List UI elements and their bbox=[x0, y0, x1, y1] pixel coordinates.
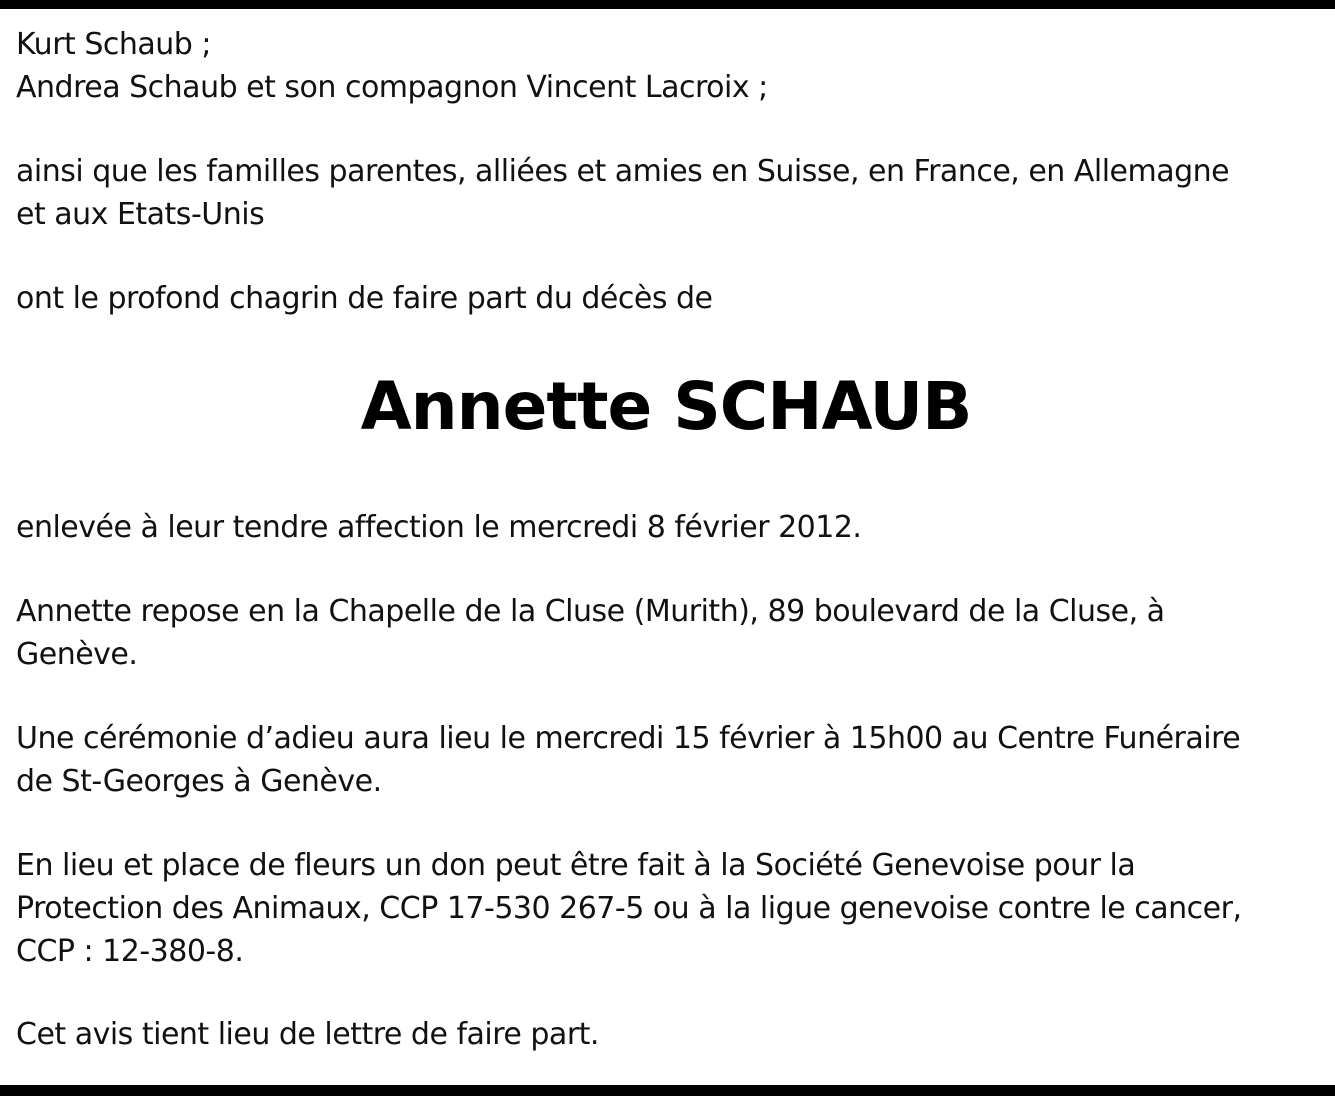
donation-paragraph bbox=[16, 844, 1316, 973]
ceremony-line: de St-Georges à Genève. bbox=[16, 764, 382, 799]
death-date-paragraph bbox=[16, 506, 1316, 549]
donation-line: Protection des Animaux, CCP 17-530 267-5 ou à la ligue genevoise contre le cancer, bbox=[16, 891, 1242, 926]
closing-line: Cet avis tient lieu de lettre de faire part. bbox=[16, 1017, 599, 1052]
family-paragraph bbox=[16, 23, 1316, 109]
death-date-line: enlevée à leur tendre affection le mercredi 8 février 2012. bbox=[16, 510, 862, 545]
top-border-rule bbox=[0, 0, 1335, 9]
relatives-line: et aux Etats-Unis bbox=[16, 197, 265, 232]
repose-paragraph bbox=[16, 590, 1316, 676]
relatives-paragraph bbox=[16, 150, 1316, 236]
repose-line: Genève. bbox=[16, 637, 138, 672]
repose-line: Annette repose en la Chapelle de la Cluse (Murith), 89 boulevard de la Cluse, à bbox=[16, 594, 1165, 629]
ceremony-line: Une cérémonie d’adieu aura lieu le mercredi 15 février à 15h00 au Centre Funéraire bbox=[16, 721, 1241, 756]
closing-paragraph bbox=[16, 1013, 1316, 1056]
ceremony-paragraph bbox=[16, 717, 1316, 803]
deceased-name: Annette SCHAUB bbox=[360, 368, 972, 445]
donation-line: En lieu et place de fleurs un don peut être fait à la Société Genevoise pour la bbox=[16, 848, 1136, 883]
announcement-text bbox=[16, 277, 1316, 320]
announcement-line: ont le profond chagrin de faire part du décès de bbox=[16, 281, 713, 316]
obituary-notice bbox=[16, 23, 1316, 1056]
donation-line: CCP : 12-380-8. bbox=[16, 934, 244, 969]
family-line: Andrea Schaub et son compagnon Vincent Lacroix ; bbox=[16, 70, 768, 105]
bottom-border-rule bbox=[0, 1085, 1335, 1096]
relatives-line: ainsi que les familles parentes, alliées et amies en Suisse, en France, en Allemagne bbox=[16, 154, 1230, 189]
family-line: Kurt Schaub ; bbox=[16, 27, 211, 62]
